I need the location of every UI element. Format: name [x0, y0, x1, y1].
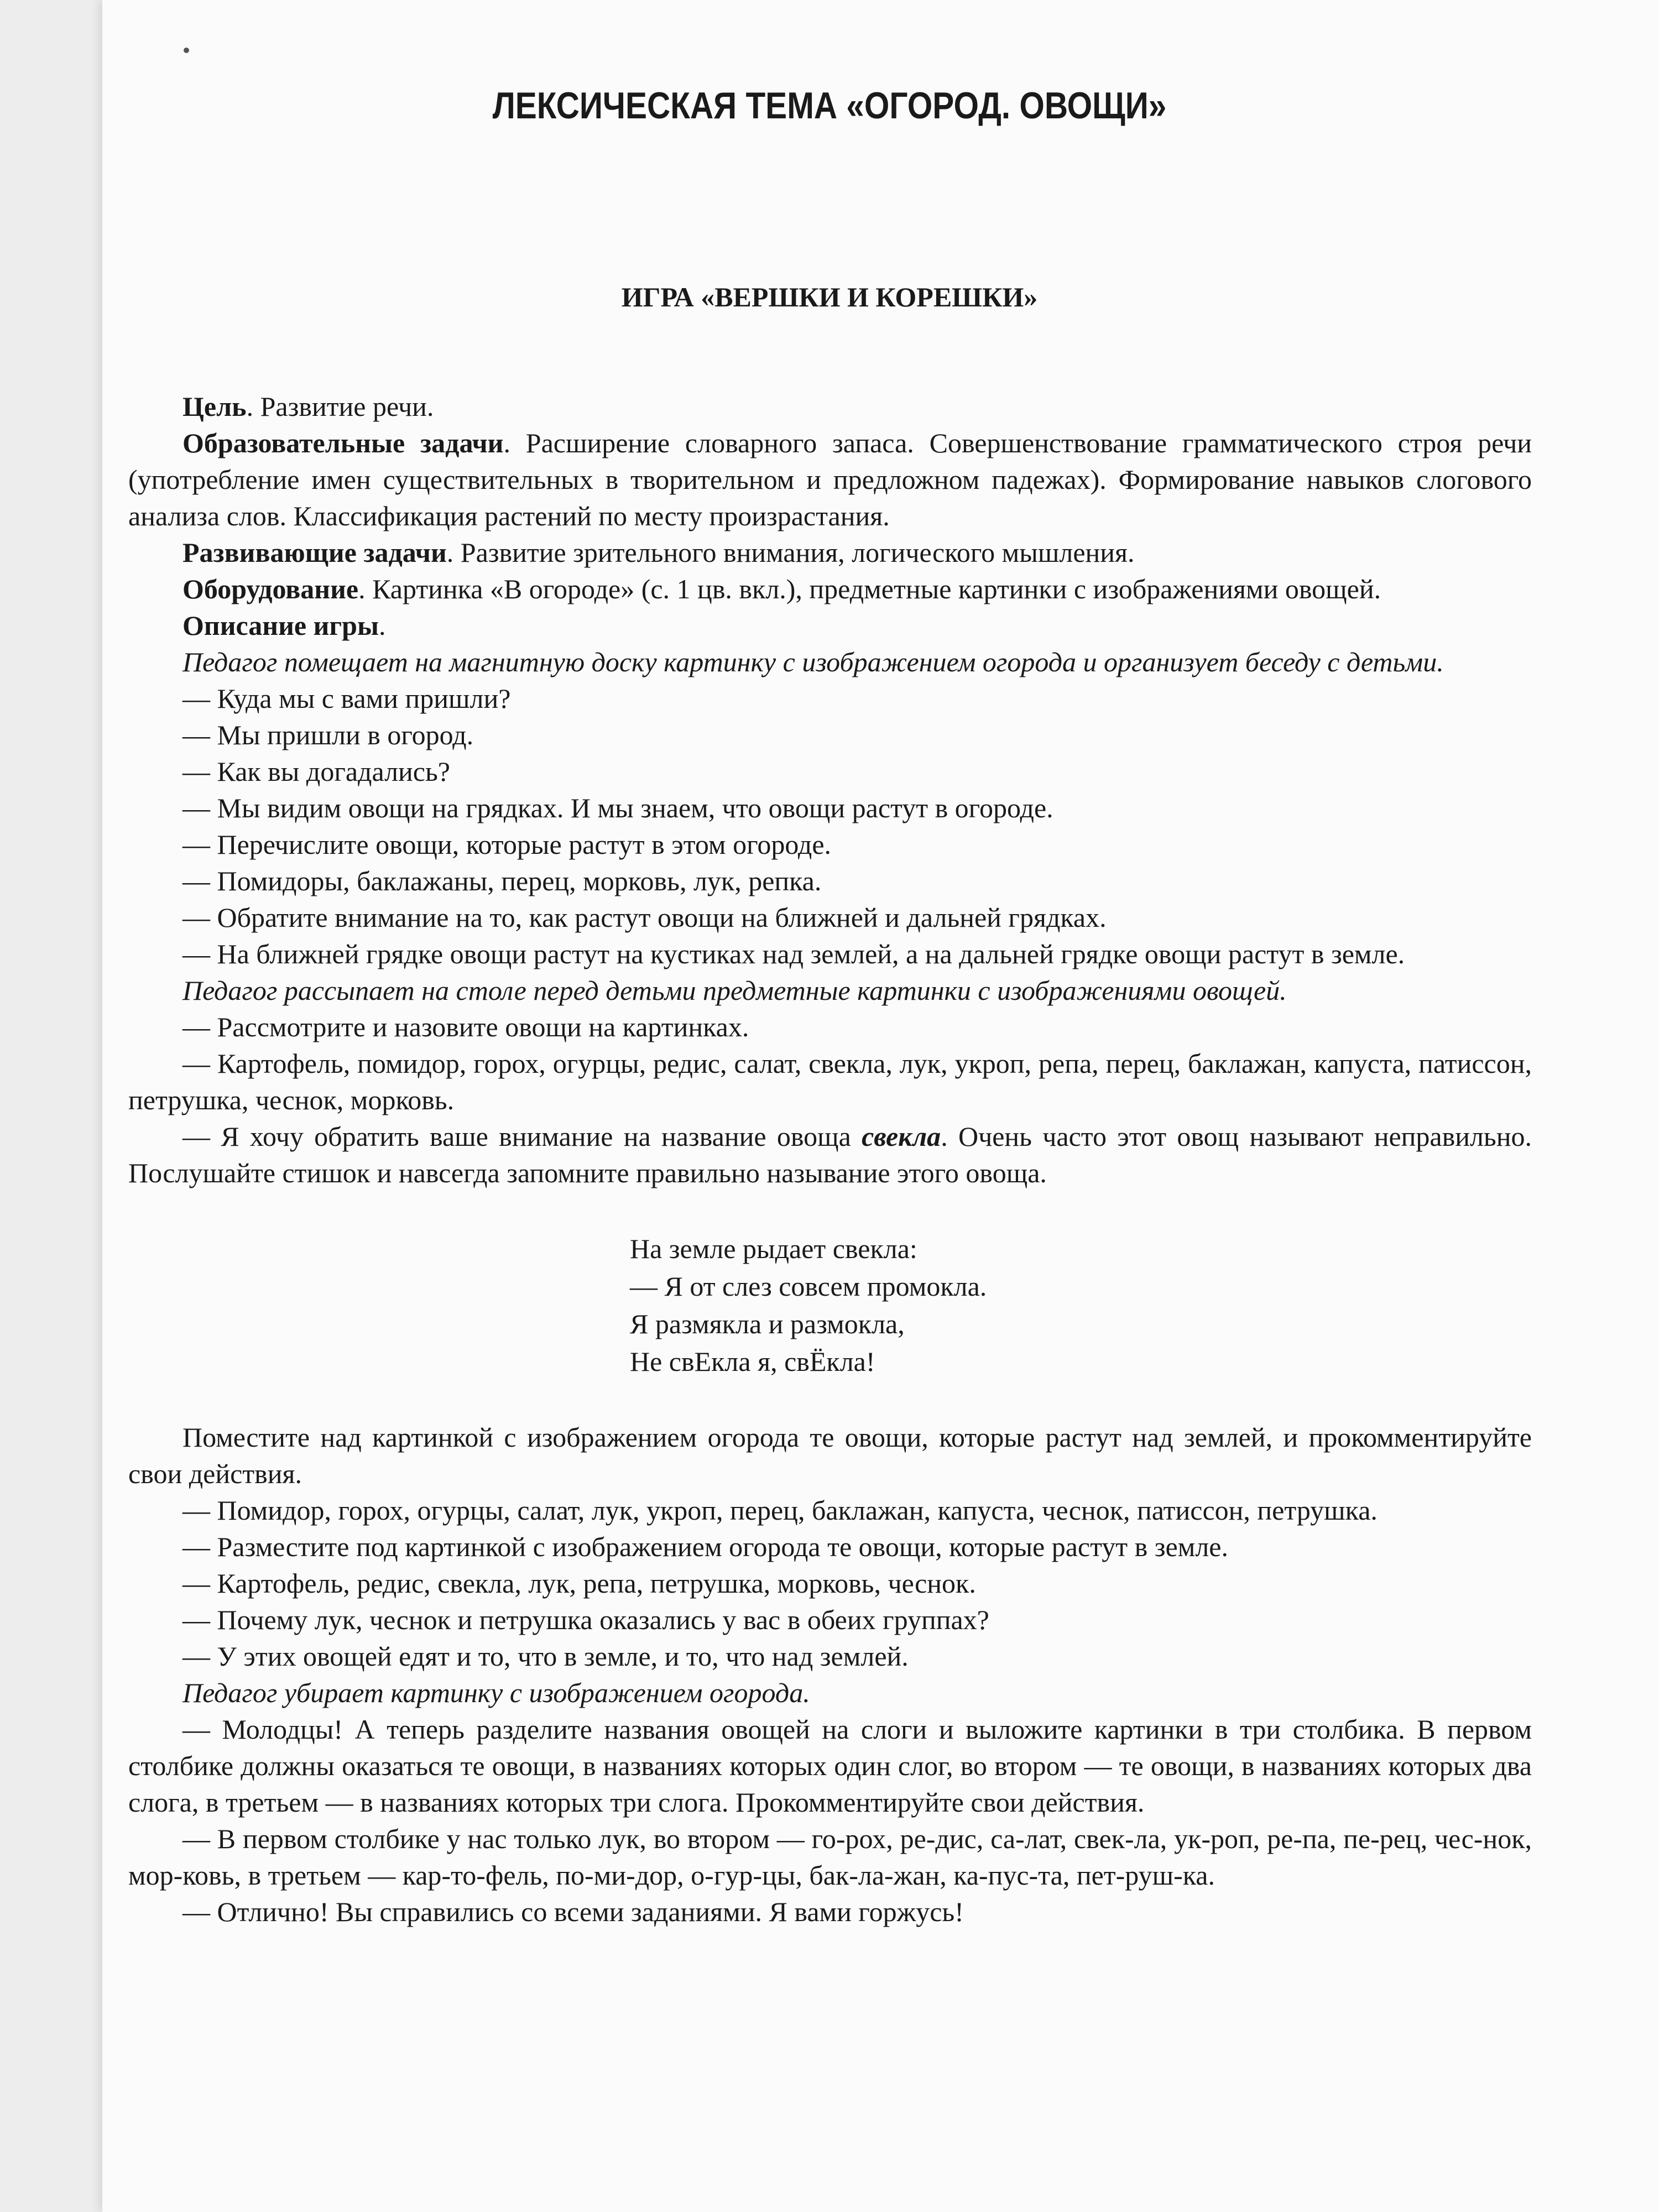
dialogue-line: — Мы пришли в огород.	[182, 719, 474, 750]
dialogue-part: . Очень часто этот овощ называют неправильно. Послушайте стишок и навсегда запомните правильно называние этого овоща.	[128, 1121, 1532, 1188]
dialogue-line: — Рассмотрите и назовите овощи на картинках.	[182, 1011, 749, 1042]
poem-line: Не свЕкла я, свЁкла!	[630, 1346, 875, 1377]
dialogue-line: — Мы видим овощи на грядках. И мы знаем, что овощи растут в огороде.	[182, 792, 1053, 823]
body-text	[128, 388, 1532, 1930]
narration-paragraph	[128, 1674, 1532, 1711]
dialogue-line: — Молодцы! А теперь разделите названия овощей на слоги и выложите картинки в три столбика. В первом столбике должны оказаться те овощи, в названиях которых один слог, во втором — те овощи, в названиях которых два слога, в третьем — в названиях которых три слога. Прокомментируйте свои действия.	[128, 1714, 1532, 1818]
page-heading: ЛЕКСИЧЕСКАЯ ТЕМА «ОГОРОД. ОВОЩИ»	[492, 85, 1167, 127]
dialogue-line: — В первом столбике у нас только лук, во втором — го-рох, ре-дис, са-лат, свек-ла, ук-роп, ре-па, пе-рец, чес-нок, мор-ковь, в третьем — кар-то-фель, по-ми-дор, о-гур-цы, бак-ла-жан, ка-пус-та, пет-руш-ка.	[128, 1823, 1532, 1891]
dialogue-line: — Отлично! Вы справились со всеми заданиями. Я вами горжусь!	[182, 1896, 964, 1927]
narration-text: Педагог рассыпает на столе перед детьми предметные картинки с изображениями овощей.	[182, 975, 1287, 1006]
dialogue-line: — На ближней грядке овощи растут на кустиках над землей, а на дальней грядке овощи растут в земле.	[182, 938, 1405, 969]
poem-line: На земле рыдает свекла:	[630, 1233, 917, 1264]
dialogue-line: — Картофель, помидор, горох, огурцы, редис, салат, свекла, лук, укроп, репа, перец, баклажан, капуста, патиссон, петрушка, чеснок, морковь.	[128, 1048, 1532, 1115]
narration-text: Педагог помещает на магнитную доску картинку с изображением огорода и организует беседу с детьми.	[182, 646, 1444, 677]
dialogue-line: — Перечислите овощи, которые растут в этом огороде.	[182, 829, 832, 860]
desc-label: Описание игры	[182, 610, 379, 641]
dialogue-line: — Картофель, редис, свекла, лук, репа, петрушка, морковь, чеснок.	[182, 1568, 976, 1599]
dialogue-line: — Помидоры, баклажаны, перец, морковь, лук, репка.	[182, 865, 822, 896]
dialogue-line: — Почему лук, чеснок и петрушка оказались у вас в обеих группах?	[182, 1604, 989, 1635]
dialogue-line: Поместите над картинкой с изображением огорода те овощи, которые растут над землей, и прокомментируйте свои действия.	[128, 1422, 1532, 1489]
dev-label: Развивающие задачи	[182, 537, 447, 568]
dev-text: . Развитие зрительного внимания, логического мышления.	[446, 537, 1135, 568]
dev-paragraph	[128, 534, 1532, 571]
dialogue-line: — Куда мы с вами пришли?	[182, 683, 511, 714]
narration-paragraph	[128, 644, 1532, 680]
dialogue-line	[128, 1118, 1532, 1191]
edu-label: Образовательные задачи	[182, 427, 504, 458]
edu-text: . Расширение словарного запаса. Совершенствование грамматического строя речи (употребление имен существительных в творительном и предложном падежах). Формирование навыков слогового анализа слов. Классификация растений по месту произрастания.	[128, 427, 1532, 531]
desc-paragraph	[128, 607, 1532, 644]
goal-paragraph	[128, 388, 1532, 425]
poem-line: — Я от слез совсем промокла.	[630, 1271, 987, 1302]
poem-line: Я размякла и размокла,	[630, 1308, 905, 1339]
desc-dot: .	[378, 610, 386, 641]
dialogue-line: — Обратите внимание на то, как растут овощи на ближней и дальней грядках.	[182, 902, 1107, 933]
dialogue-part: — Я хочу обратить ваше внимание на название овоща	[182, 1121, 862, 1152]
goal-label: Цель	[182, 391, 247, 422]
dialogue-line: — Разместите под картинкой с изображением огорода те овощи, которые растут в земле.	[182, 1531, 1228, 1562]
poem	[630, 1230, 1532, 1380]
equip-label: Оборудование	[182, 573, 359, 604]
page-speck	[184, 48, 189, 53]
edu-paragraph	[128, 425, 1532, 534]
equip-text: . Картинка «В огороде» (с. 1 цв. вкл.), предметные картинки с изображениями овощей.	[358, 573, 1381, 604]
game-title: ИГРА «ВЕРШКИ И КОРЕШКИ»	[621, 281, 1038, 312]
equip-paragraph	[128, 571, 1532, 607]
narration-paragraph	[128, 972, 1532, 1009]
dialogue-line: — Помидор, горох, огурцы, салат, лук, укроп, перец, баклажан, капуста, чеснок, патиссон, петрушка.	[182, 1495, 1378, 1526]
narration-text: Педагог убирает картинку с изображением огорода.	[182, 1677, 810, 1708]
dialogue-line: — У этих овощей едят и то, что в земле, и то, что над землей.	[182, 1641, 909, 1672]
goal-text: . Развитие речи.	[246, 391, 434, 422]
emphasized-word: свекла	[862, 1121, 941, 1152]
dialogue-line: — Как вы догадались?	[182, 756, 450, 787]
